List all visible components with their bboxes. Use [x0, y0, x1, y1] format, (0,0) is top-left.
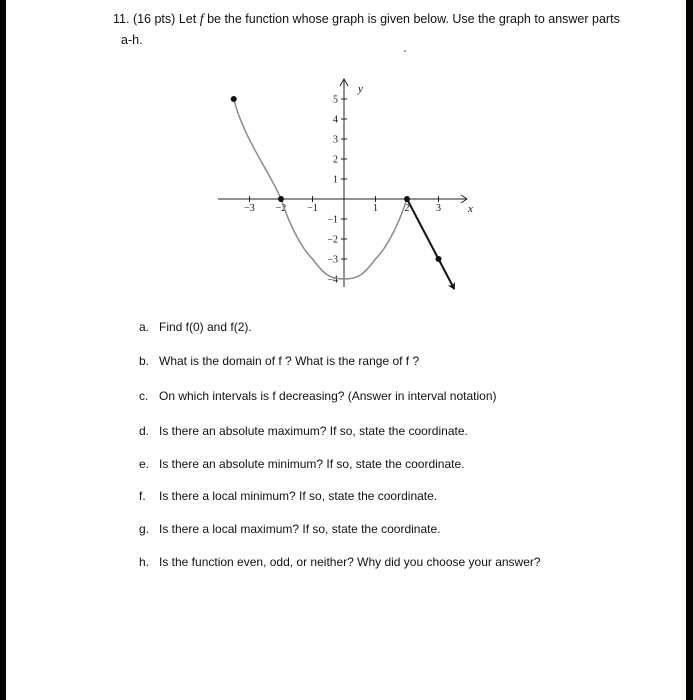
function-symbol: f — [199, 12, 204, 27]
question-g — [139, 522, 440, 536]
question-text: Is there an absolute minimum? If so, state the coordinate. — [159, 457, 465, 471]
question-e — [139, 457, 465, 471]
y-tick-label: −1 — [327, 214, 338, 226]
question-letter: h. — [139, 555, 150, 569]
x-tick-label: −3 — [244, 203, 255, 214]
y-tick-label: 5 — [333, 94, 338, 106]
question-d — [139, 424, 468, 438]
y-tick-label: 4 — [333, 114, 338, 126]
question-c — [139, 389, 497, 403]
question-a — [139, 320, 252, 334]
problem-text-rest: be the function whose graph is given below. Use the graph to answer parts — [207, 12, 620, 26]
y-tick-label: −4 — [327, 274, 338, 286]
question-text: Is there a local maximum? If so, state the coordinate. — [159, 522, 441, 536]
x-tick-label: −2 — [275, 203, 287, 214]
question-letter: c. — [139, 389, 149, 403]
x-axis-label: x — [468, 203, 473, 215]
problem-text-start: Let — [178, 12, 197, 26]
solid-point — [278, 196, 284, 202]
decreasing-segment-right — [404, 199, 439, 259]
solid-point — [436, 256, 442, 262]
question-h — [139, 555, 541, 569]
question-text: What is the domain of f ? What is the range of f ? — [159, 354, 420, 368]
question-text: Is there an absolute maximum? If so, state the coordinate. — [159, 424, 468, 438]
solid-point — [404, 196, 410, 202]
question-letter: g. — [139, 522, 150, 536]
x-tick-label: 3 — [436, 203, 441, 214]
question-letter: f. — [139, 489, 146, 503]
problem-number: 11. — [113, 12, 130, 26]
problem-parts-range: a-h. — [121, 33, 143, 47]
y-tick-label: 1 — [333, 174, 338, 186]
question-letter: e. — [139, 457, 150, 471]
question-letter: a. — [139, 320, 150, 334]
y-tick-label: −3 — [327, 254, 338, 266]
question-f — [139, 489, 437, 503]
y-axis-label: y — [358, 83, 363, 95]
question-b — [139, 354, 419, 368]
y-tick-label: 3 — [333, 134, 338, 146]
question-letter: d. — [139, 424, 150, 438]
end-ray-arrow — [439, 259, 455, 289]
solid-point — [231, 96, 237, 102]
question-text: Find f(0) and f(2). — [159, 320, 252, 334]
question-letter: b. — [139, 354, 150, 368]
y-tick-label: 2 — [333, 154, 338, 166]
question-text: Is there a local minimum? If so, state the coordinate. — [159, 489, 438, 503]
question-text: Is the function even, odd, or neither? Why did you choose your answer? — [159, 555, 541, 569]
problem-points: (16 pts) — [132, 12, 176, 26]
x-tick-label: −1 — [307, 203, 318, 214]
question-text: On which intervals is f decreasing? (Answer in interval notation) — [159, 389, 497, 403]
x-tick-label: 2 — [404, 203, 410, 214]
y-tick-label: −2 — [327, 234, 338, 246]
function-curve — [234, 99, 407, 279]
x-tick-label: 1 — [373, 203, 378, 214]
